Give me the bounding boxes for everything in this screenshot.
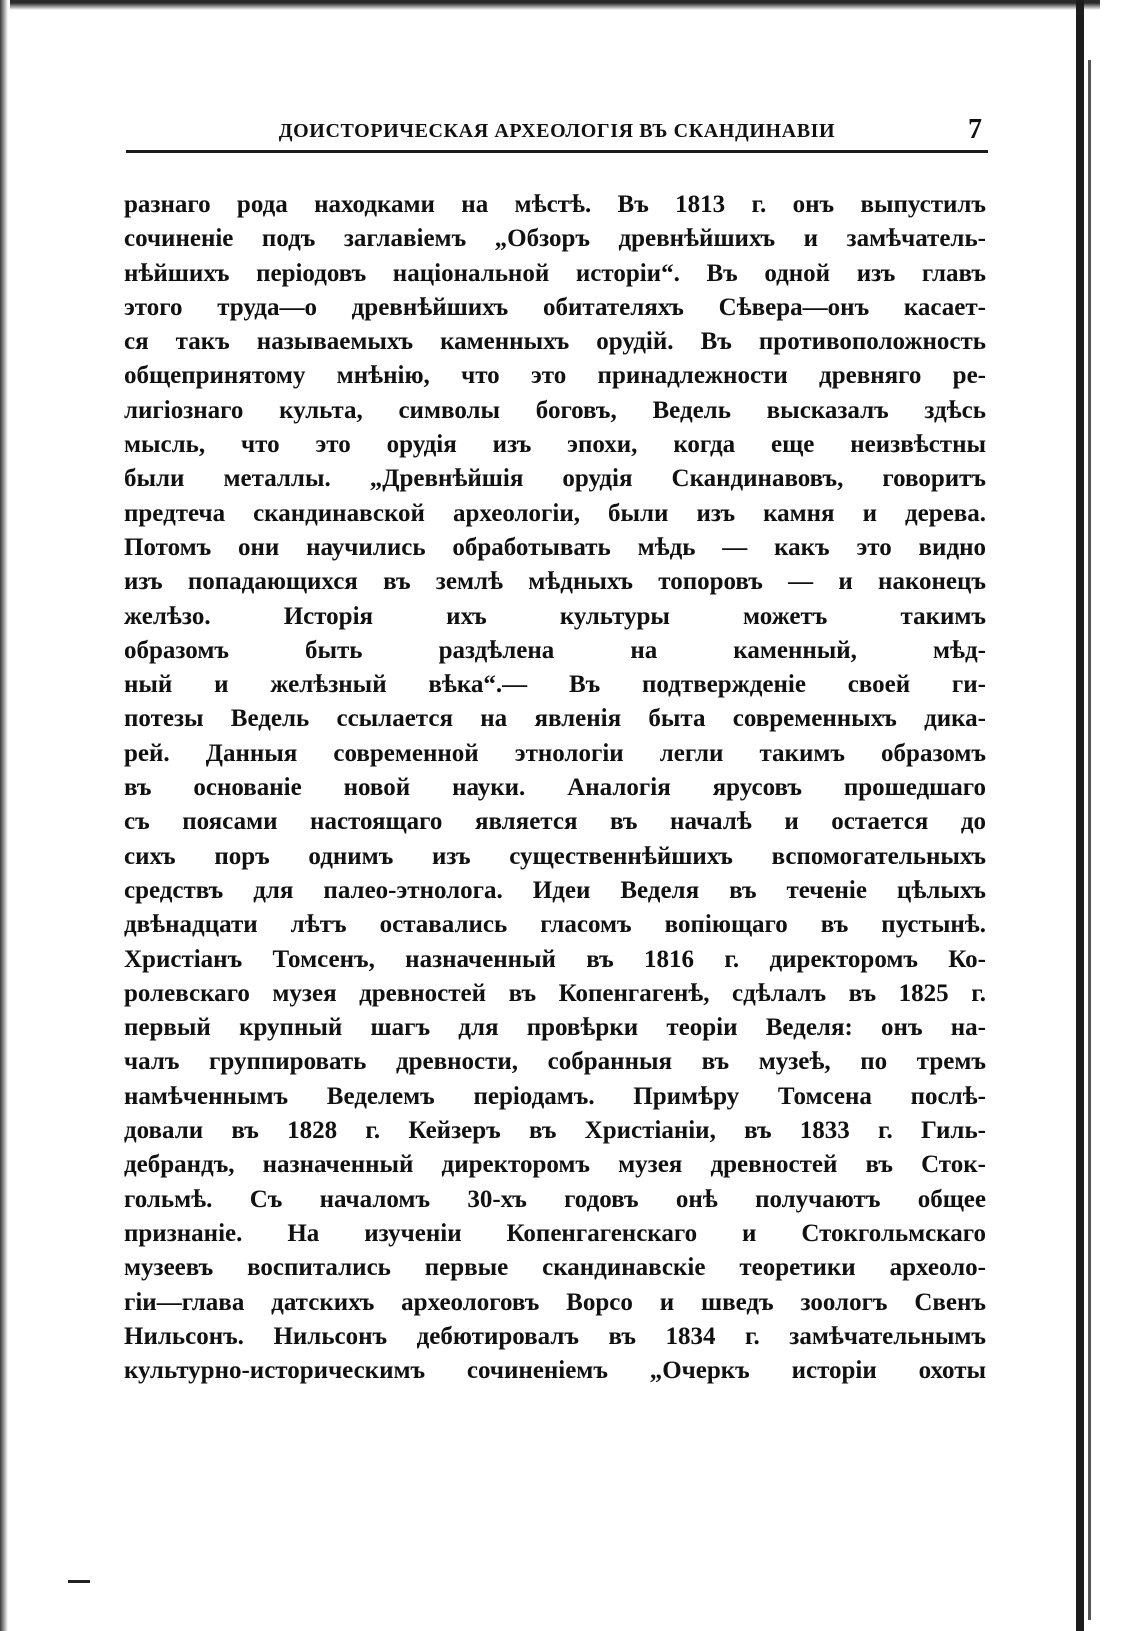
text-line: культурно-историческимъ сочиненіемъ „Очеркъ исторіи охоты	[124, 1357, 986, 1385]
text-line: въ основаніе новой науки. Аналогія ярусовъ прошедшаго	[124, 774, 986, 802]
text-line: съ поясами настоящаго является въ началѣ и остается до	[124, 808, 986, 836]
text-line: Нильсонъ. Нильсонъ дебютировалъ въ 1834 г. замѣчательнымъ	[124, 1322, 986, 1350]
text-line: были металлы. „Древнѣйшія орудія Скандинавовъ, говоритъ	[124, 465, 986, 493]
running-title: ДОИСТОРИЧЕСКАЯ АРХЕОЛОГІЯ ВЪ СКАНДИНАВІИ	[278, 120, 836, 142]
text-line: признаніе. На изученіи Копенгагенскаго и Стокгольмскаго	[124, 1219, 986, 1247]
text-line: изъ попадающихся въ землѣ мѣдныхъ топоровъ — и наконецъ	[124, 568, 986, 596]
text-line: Христіанъ Томсенъ, назначенный въ 1816 г. директоромъ Ко-	[124, 945, 986, 973]
text-line: образомъ быть раздѣлена на каменный, мѣд-	[124, 636, 986, 664]
text-line: мысль, что это орудія изъ эпохи, когда еще неизвѣстны	[124, 431, 986, 459]
text-line: разнаго рода находками на мѣстѣ. Въ 1813 г. онъ выпустилъ	[124, 191, 986, 218]
text-line: гольмѣ. Съ началомъ 30-хъ годовъ онѣ получаютъ общее	[124, 1185, 986, 1213]
text-line: сихъ поръ однимъ изъ существеннѣйшихъ вспомогательныхъ	[124, 842, 986, 870]
text-line: намѣченнымъ Веделемъ періодамъ. Примѣру Томсена послѣ-	[124, 1082, 986, 1110]
text-line: нѣйшихъ періодовъ національной исторіи“. Въ одной изъ главъ	[124, 259, 986, 287]
text-line: первый крупный шагъ для провѣрки теоріи Веделя: онъ на-	[124, 1014, 986, 1042]
text-line: чалъ группировать древности, собранныя въ музеѣ, по тремъ	[124, 1048, 986, 1076]
body-text	[124, 188, 986, 1388]
text-line: сочиненіе подъ заглавіемъ „Обзоръ древнѣйшихъ и замѣчатель-	[124, 225, 986, 253]
text-line: двѣнадцати лѣтъ оставались гласомъ вопіющаго въ пустынѣ.	[124, 911, 986, 939]
text-line: музеевъ воспитались первые скандинавскіе теоретики археоло-	[124, 1254, 986, 1282]
text-line: дебрандъ, назначенный директоромъ музея древностей въ Сток-	[124, 1151, 986, 1179]
text-line: предтеча скандинавской археологіи, были изъ камня и дерева.	[124, 499, 986, 527]
margin-mark	[68, 1580, 90, 1583]
scan-top-edge	[0, 0, 1100, 24]
text-line: этого труда—о древнѣйшихъ обитателяхъ Сѣвера—онъ касает-	[124, 293, 986, 321]
text-line: ролевскаго музея древностей въ Копенгагенѣ, сдѣлалъ въ 1825 г.	[124, 979, 986, 1007]
text-line: потезы Ведель ссылается на явленія быта современныхъ дика-	[124, 705, 986, 733]
scan-right-edge	[1076, 0, 1084, 1631]
scan-left-edge	[0, 0, 10, 1631]
text-line: общепринятому мнѣнію, что это принадлежности древняго ре-	[124, 362, 986, 390]
text-line: лигіознаго культа, символы боговъ, Ведель высказалъ здѣсь	[124, 396, 986, 424]
scan-right-shadow	[1088, 60, 1091, 1620]
text-line: ся такъ называемыхъ каменныхъ орудій. Въ противоположность	[124, 328, 986, 356]
text-line: желѣзо. Исторія ихъ культуры можетъ такимъ	[124, 602, 986, 630]
text-line: рей. Данныя современной этнологіи легли такимъ образомъ	[124, 739, 986, 767]
text-line: средствъ для палео-этнолога. Идеи Веделя въ теченіе цѣлыхъ	[124, 876, 986, 904]
page-number: 7	[968, 114, 982, 145]
text-line: Потомъ они научились обработывать мѣдь — какъ это видно	[124, 533, 986, 561]
text-line: довали въ 1828 г. Кейзеръ въ Христіаніи, въ 1833 г. Гиль-	[124, 1117, 986, 1145]
running-head	[126, 116, 988, 153]
text-line: гіи—глава датскихъ археологовъ Ворсо и шведъ зоологъ Свенъ	[124, 1288, 986, 1316]
text-line: ный и желѣзный вѣка“.— Въ подтвержденіе своей ги-	[124, 671, 986, 699]
